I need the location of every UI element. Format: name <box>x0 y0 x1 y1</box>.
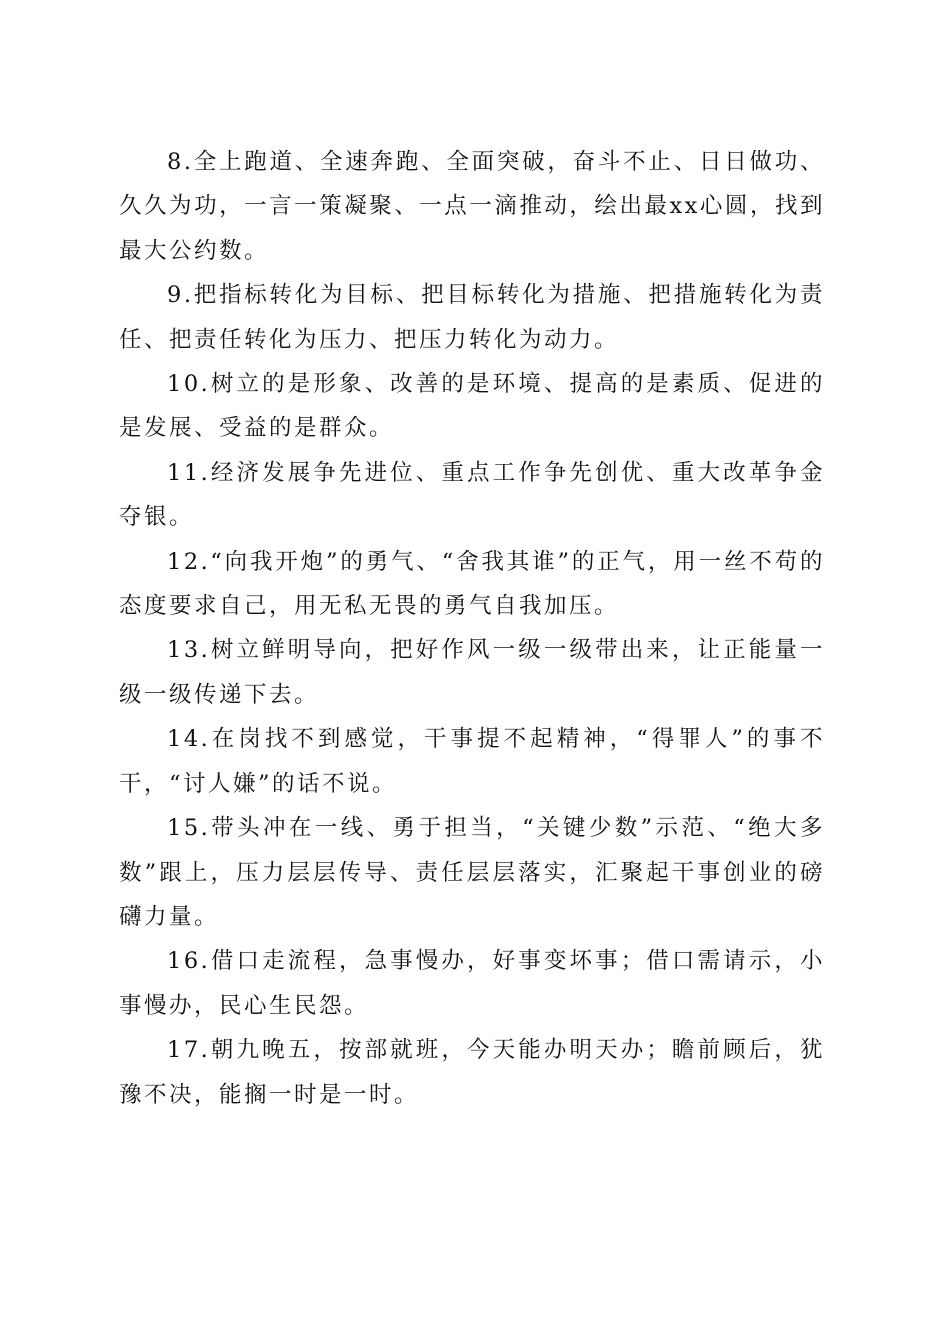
paragraph-12: 12.“向我开炮”的勇气、“舍我其谁”的正气，用一丝不苟的态度要求自己，用无私无畏的勇气自我加压。 <box>119 548 825 620</box>
document-body <box>119 140 825 1117</box>
paragraph-13: 13.树立鲜明导向，把好作风一级一级带出来，让正能量一级一级传递下去。 <box>119 637 825 708</box>
paragraph-11: 11.经济发展争先进位、重点工作争先创优、重大改革争金夺银。 <box>119 459 825 531</box>
paragraph-9: 9.把指标转化为目标、把目标转化为措施、把措施转化为责任、把责任转化为压力、把压力转化为动力。 <box>119 282 825 353</box>
paragraph-14: 14.在岗找不到感觉，干事提不起精神，“得罪人”的事不干，“讨人嫌”的话不说。 <box>119 726 825 797</box>
paragraph-8: 8.全上跑道、全速奔跑、全面突破，奋斗不止、日日做功、久久为功，一言一策凝聚、一点一滴推动，绘出最xx心圆，找到最大公约数。 <box>119 149 825 264</box>
paragraph-16: 16.借口走流程，急事慢办，好事变坏事；借口需请示，小事慢办，民心生民怨。 <box>119 948 825 1019</box>
paragraph-15: 15.带头冲在一线、勇于担当，“关键少数”示范、“绝大多数”跟上，压力层层传导、责任层层落实，汇聚起干事创业的磅礴力量。 <box>119 815 825 930</box>
paragraph-10: 10.树立的是形象、改善的是环境、提高的是素质、促进的是发展、受益的是群众。 <box>119 371 825 442</box>
paragraph-17: 17.朝九晚五，按部就班，今天能办明天办；瞻前顾后，犹豫不决，能搁一时是一时。 <box>119 1037 825 1108</box>
